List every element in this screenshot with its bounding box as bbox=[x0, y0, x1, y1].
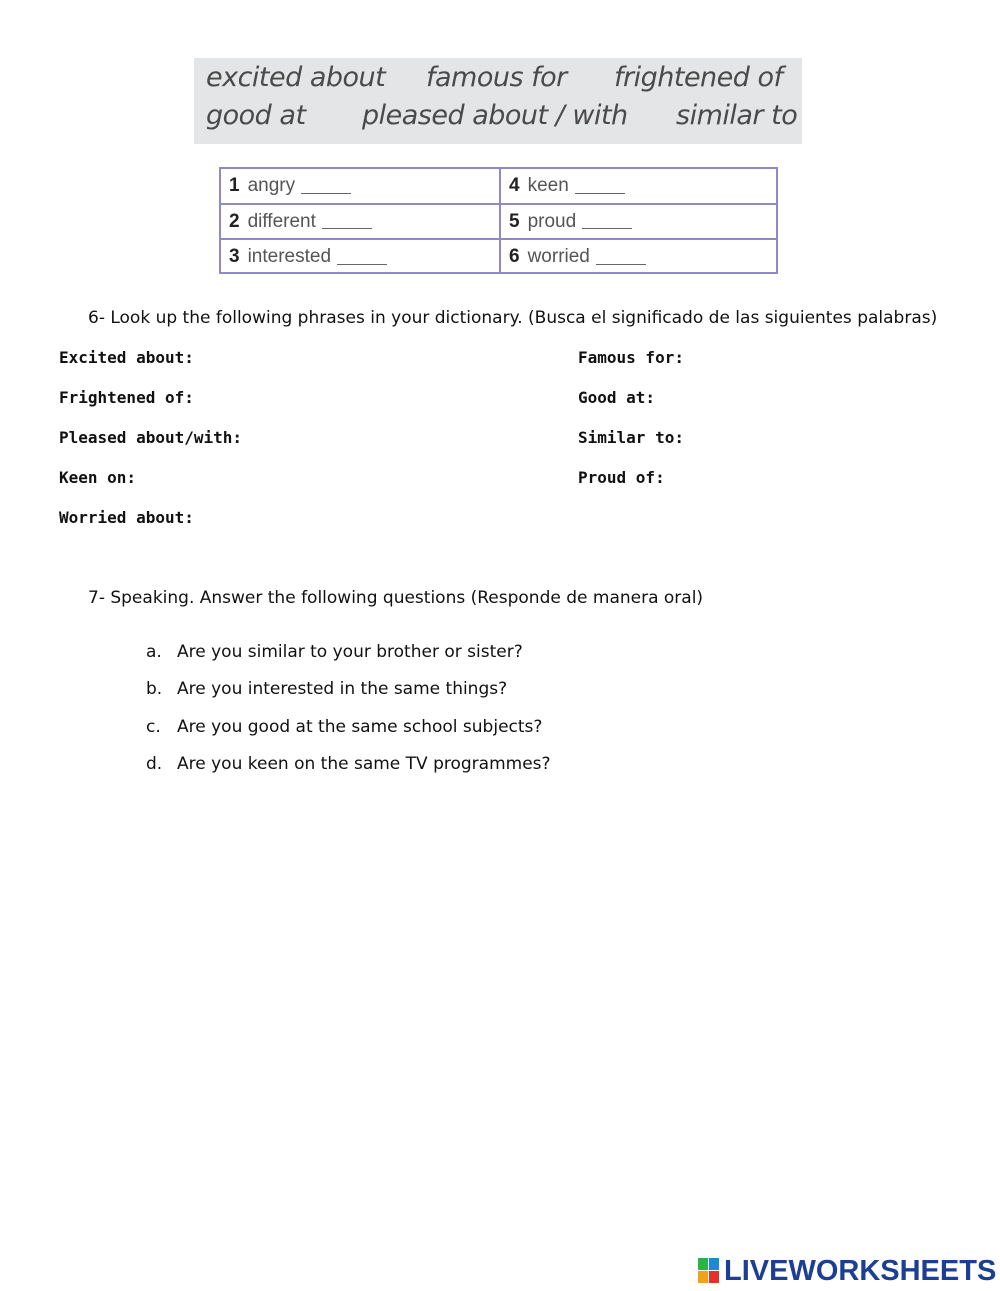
cell-number: 1 bbox=[229, 175, 240, 196]
question-text: Are you keen on the same TV programmes? bbox=[177, 754, 551, 774]
table-cell bbox=[501, 205, 778, 238]
phrase-label: Proud of: bbox=[578, 468, 665, 487]
liveworksheets-logo[interactable] bbox=[698, 1254, 996, 1288]
cell-word: angry bbox=[247, 175, 296, 196]
phrase: frightened of bbox=[614, 62, 783, 93]
cell-number: 3 bbox=[229, 246, 240, 267]
phrase-label: Worried about: bbox=[59, 508, 194, 527]
cell-number: 6 bbox=[509, 246, 520, 267]
cell-number: 4 bbox=[509, 175, 520, 196]
phrase-box bbox=[194, 58, 802, 144]
question-text: Are you good at the same school subjects? bbox=[177, 717, 543, 737]
answer-blank[interactable] bbox=[596, 250, 646, 265]
question-letter: a. bbox=[146, 642, 162, 662]
cell-word: proud bbox=[527, 210, 577, 232]
cell-number: 2 bbox=[229, 210, 240, 232]
question-letter: b. bbox=[146, 679, 163, 699]
cell-number: 5 bbox=[509, 210, 520, 232]
phrase-label: Similar to: bbox=[578, 428, 684, 447]
phrase: similar to bbox=[676, 100, 798, 131]
phrase-label: Famous for: bbox=[578, 348, 684, 367]
phrase: good at bbox=[206, 100, 306, 131]
cell-word: keen bbox=[527, 175, 569, 196]
answer-blank[interactable] bbox=[322, 214, 372, 229]
phrase: pleased about / with bbox=[362, 100, 628, 131]
table-cell bbox=[221, 169, 499, 203]
answer-blank[interactable] bbox=[582, 214, 632, 229]
answer-blank[interactable] bbox=[337, 250, 387, 265]
exercise-7-instruction: 7- Speaking. Answer the following questions (Responde de manera oral) bbox=[88, 588, 704, 608]
phrase-label: Good at: bbox=[578, 388, 656, 407]
question-text: Are you interested in the same things? bbox=[177, 679, 508, 699]
answer-blank[interactable] bbox=[301, 179, 351, 194]
numbered-table bbox=[219, 167, 778, 274]
answer-blank[interactable] bbox=[575, 179, 625, 194]
table-cell bbox=[501, 169, 778, 203]
brand-name: LIVEWORKSHEETS bbox=[724, 1254, 997, 1287]
question-letter: c. bbox=[146, 717, 161, 737]
table-cell bbox=[501, 240, 778, 274]
question-text: Are you similar to your brother or sister? bbox=[177, 642, 523, 662]
cell-word: different bbox=[247, 210, 316, 232]
question-letter: d. bbox=[146, 754, 163, 774]
exercise-6-instruction: 6- Look up the following phrases in your dictionary. (Busca el significado de las siguientes palabras) bbox=[88, 308, 938, 328]
live-blocks-icon bbox=[698, 1258, 720, 1284]
phrase-label: Pleased about/with: bbox=[59, 428, 243, 447]
cell-word: worried bbox=[527, 246, 590, 267]
phrase-label: Excited about: bbox=[59, 348, 194, 367]
phrase-label: Frightened of: bbox=[59, 388, 194, 407]
cell-word: interested bbox=[247, 246, 332, 267]
table-cell bbox=[221, 205, 499, 238]
phrase: excited about bbox=[206, 62, 386, 93]
phrase: famous for bbox=[426, 62, 567, 93]
table-cell bbox=[221, 240, 499, 274]
phrase-label: Keen on: bbox=[59, 468, 137, 487]
